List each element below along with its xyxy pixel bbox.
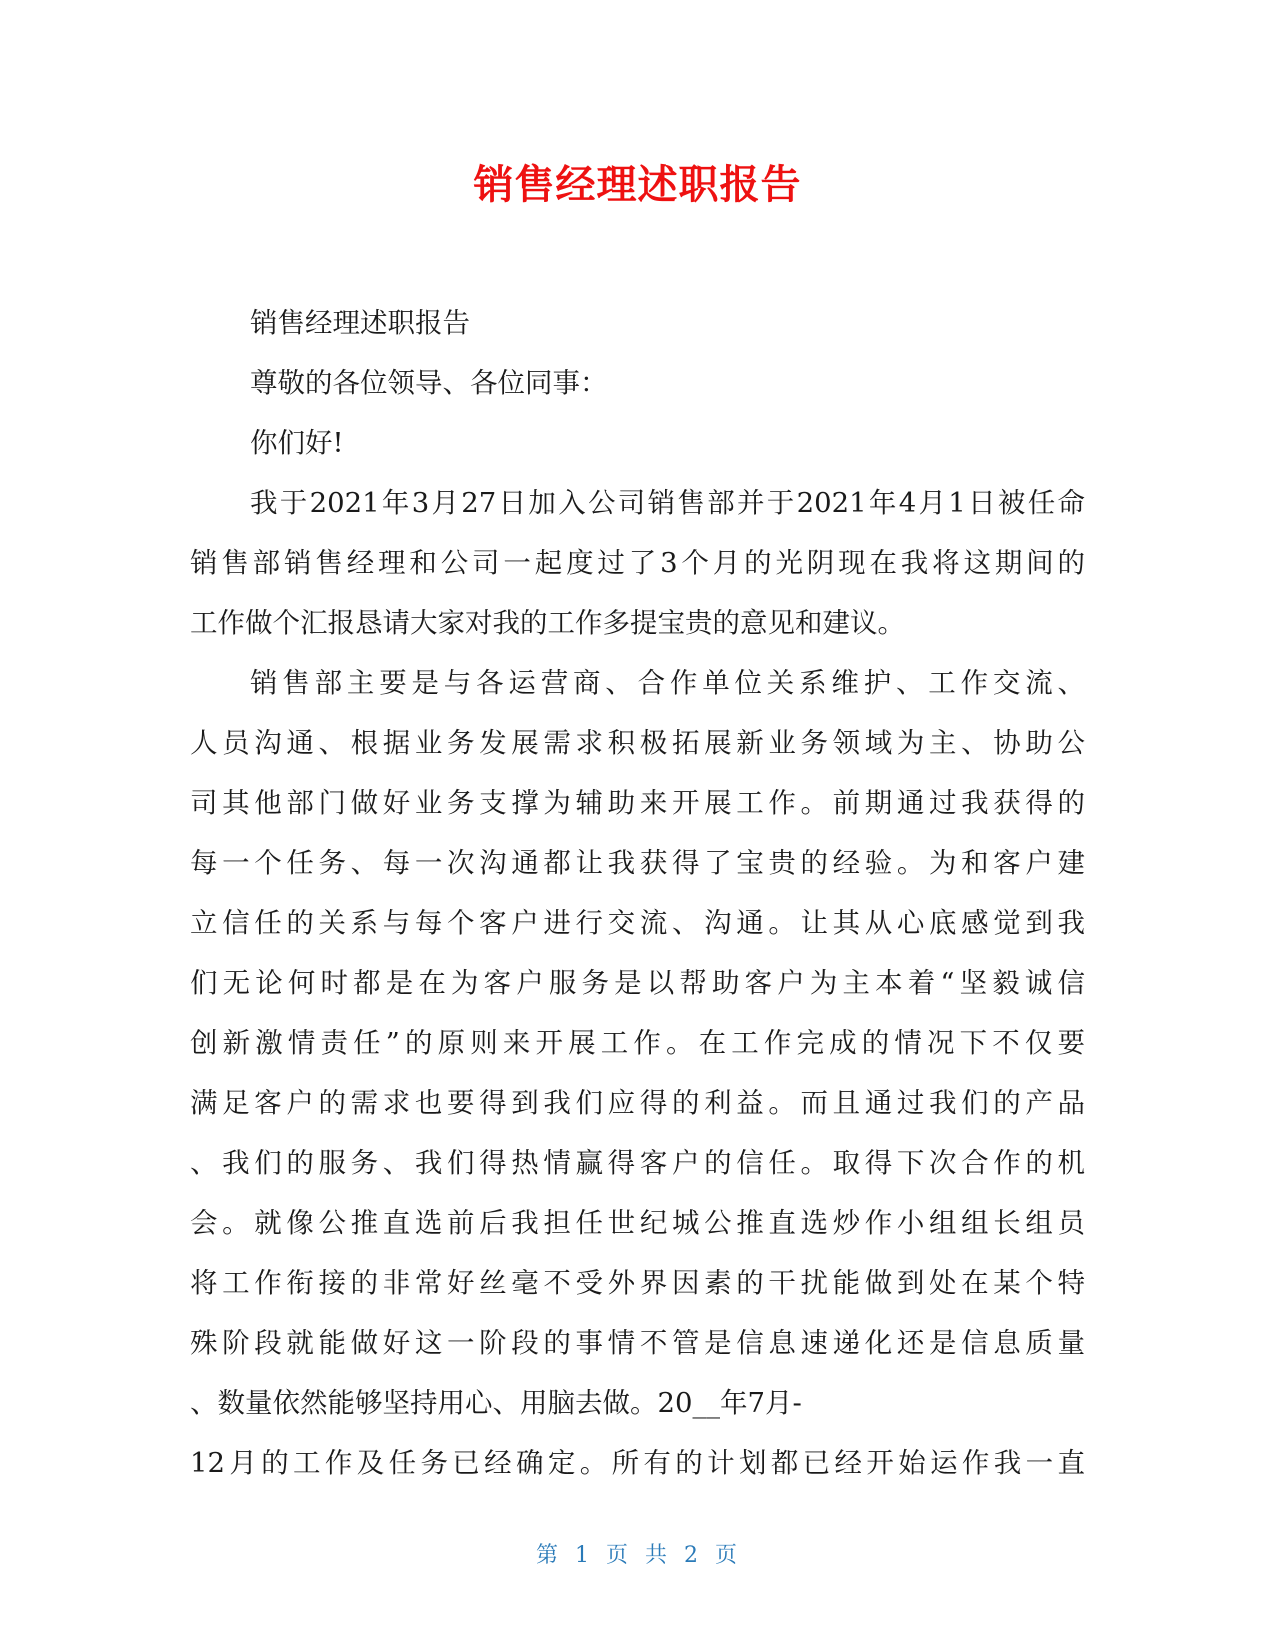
greeting: 你们好! xyxy=(250,427,344,459)
document-title: 销售经理述职报告 xyxy=(473,162,802,208)
text-line: 、我们的服务、我们得热情赢得客户的信任。取得下次合作的机 xyxy=(190,1147,1085,1179)
text-line: 12月的工作及任务已经确定。所有的计划都已经开始运作我一直 xyxy=(190,1447,1085,1479)
page-number-footer: 第 1 页 共 2 页 xyxy=(536,1543,739,1568)
text-line: 人员沟通、根据业务发展需求积极拓展新业务领域为主、协助公 xyxy=(190,727,1085,759)
text-line: 我于2021年3月27日加入公司销售部并于2021年4月1日被任命 xyxy=(250,487,1085,519)
text-line: 每一个任务、每一次沟通都让我获得了宝贵的经验。为和客户建 xyxy=(190,847,1085,879)
text-line: 们无论何时都是在为客户服务是以帮助客户为主本着“坚毅诚信 xyxy=(190,967,1085,999)
text-line: 工作做个汇报恳请大家对我的工作多提宝贵的意见和建议。 xyxy=(190,607,905,639)
text-line: 满足客户的需求也要得到我们应得的利益。而且通过我们的产品 xyxy=(190,1087,1085,1119)
text-line: 销售部销售经理和公司一起度过了3个月的光阴现在我将这期间的 xyxy=(190,547,1085,579)
document-body xyxy=(190,293,1085,1493)
text-line: 、数量依然能够坚持用心、用脑去做。20__年7月- xyxy=(190,1387,802,1419)
paragraph-heading: 销售经理述职报告 xyxy=(250,307,470,339)
text-line: 销售部主要是与各运营商、合作单位关系维护、工作交流、 xyxy=(250,667,1085,699)
text-line: 创新激情责任”的原则来开展工作。在工作完成的情况下不仅要 xyxy=(190,1027,1085,1059)
text-line: 殊阶段就能做好这一阶段的事情不管是信息速递化还是信息质量 xyxy=(190,1327,1085,1359)
text-line: 将工作衔接的非常好丝毫不受外界因素的干扰能做到处在某个特 xyxy=(190,1267,1085,1299)
salutation: 尊敬的各位领导、各位同事： xyxy=(250,367,608,399)
text-line: 司其他部门做好业务支撑为辅助来开展工作。前期通过我获得的 xyxy=(190,787,1085,819)
text-line: 会。就像公推直选前后我担任世纪城公推直选炒作小组组长组员 xyxy=(190,1207,1085,1239)
text-line: 立信任的关系与每个客户进行交流、沟通。让其从心底感觉到我 xyxy=(190,907,1085,939)
